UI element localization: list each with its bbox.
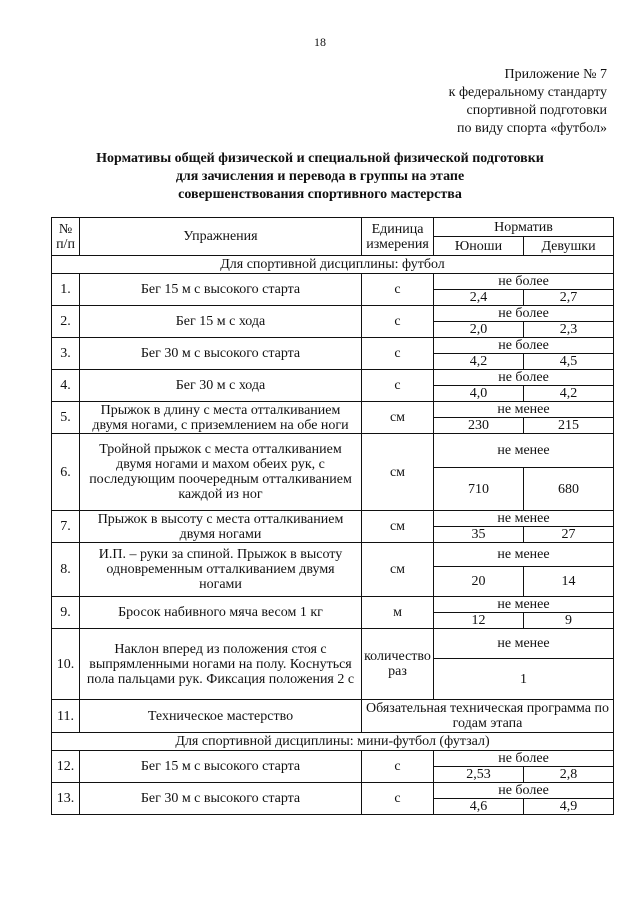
row-boys-value: 4,0 — [434, 386, 524, 402]
appendix-line: спортивной подготовки — [466, 103, 607, 118]
row-condition: не менее — [434, 597, 614, 613]
norms-table — [51, 217, 614, 815]
table-row — [52, 434, 614, 468]
table-row — [52, 783, 614, 799]
row-num: 9. — [52, 597, 80, 629]
row-exercise: Прыжок в длину с места отталкиванием двумя ногами, с приземлением на обе ноги — [80, 402, 362, 434]
row-num: 10. — [52, 629, 80, 700]
row-exercise: Бросок набивного мяча весом 1 кг — [80, 597, 362, 629]
row-num: 4. — [52, 370, 80, 402]
row-boys-value: 2,53 — [434, 767, 524, 783]
discipline-futsal: Для спортивной дисциплины: мини-футбол (футзал) — [52, 733, 614, 751]
row-condition: не менее — [434, 402, 614, 418]
row-num: 6. — [52, 434, 80, 511]
row-girls-value: 4,5 — [524, 354, 614, 370]
row-unit: с — [362, 306, 434, 338]
row-exercise: Бег 15 м с высокого старта — [80, 274, 362, 306]
row-unit: с — [362, 751, 434, 783]
table-row — [52, 274, 614, 290]
row-exercise: Бег 15 м с хода — [80, 306, 362, 338]
title-line: Нормативы общей физической и специальной физической подготовки — [96, 151, 544, 166]
appendix-line: к федеральному стандарту — [448, 85, 607, 100]
row-exercise: И.П. – руки за спиной. Прыжок в высоту одновременным отталкиванием двумя ногами — [80, 543, 362, 597]
row-exercise: Прыжок в высоту с места отталкиванием двумя ногами — [80, 511, 362, 543]
appendix-block — [449, 66, 607, 138]
row-unit: с — [362, 370, 434, 402]
row-condition: не менее — [434, 434, 614, 468]
row-num: 11. — [52, 700, 80, 733]
row-unit: м — [362, 597, 434, 629]
row-boys-value: 2,0 — [434, 322, 524, 338]
row-boys-value: 35 — [434, 527, 524, 543]
row-exercise: Бег 30 м с хода — [80, 370, 362, 402]
row-boys-value: 4,6 — [434, 799, 524, 815]
row-condition: не более — [434, 338, 614, 354]
table-row — [52, 543, 614, 567]
row-girls-value: 215 — [524, 418, 614, 434]
appendix-line: Приложение № 7 — [504, 67, 607, 82]
header-unit: Единица измерения — [362, 218, 434, 256]
row-condition: не более — [434, 274, 614, 290]
row-exercise: Бег 30 м с высокого старта — [80, 783, 362, 815]
row-boys-value: 4,2 — [434, 354, 524, 370]
row-boys-value: 2,4 — [434, 290, 524, 306]
table-row — [52, 338, 614, 354]
row-condition: не более — [434, 306, 614, 322]
header-num: № п/п — [52, 218, 80, 256]
row-num: 5. — [52, 402, 80, 434]
row-exercise: Тройной прыжок с места отталкиванием двумя ногами и махом обеих рук, с последующим поочередным отталкиванием каждой из ног — [80, 434, 362, 511]
row-exercise: Техническое мастерство — [80, 700, 362, 733]
row-num: 7. — [52, 511, 80, 543]
header-girls: Девушки — [524, 237, 614, 256]
appendix-line: по виду спорта «футбол» — [456, 121, 607, 136]
row-girls-value: 2,8 — [524, 767, 614, 783]
row-condition: не менее — [434, 511, 614, 527]
row-unit: с — [362, 783, 434, 815]
row-girls-value: 14 — [524, 567, 614, 597]
row-condition: не менее — [434, 629, 614, 659]
row-unit: с — [362, 338, 434, 370]
table-row — [52, 751, 614, 767]
title-line: совершенствования спортивного мастерства — [178, 187, 462, 202]
table-row — [52, 629, 614, 659]
row-num: 3. — [52, 338, 80, 370]
row-girls-value: 9 — [524, 613, 614, 629]
table-row — [52, 700, 614, 733]
page-number: 18 — [314, 35, 326, 49]
row-girls-value: 4,9 — [524, 799, 614, 815]
row-condition: не более — [434, 751, 614, 767]
document-title — [40, 150, 600, 204]
row-exercise: Наклон вперед из положения стоя с выпрямленными ногами на полу. Коснуться пола пальцами рук. Фиксация положения 2 с — [80, 629, 362, 700]
row-num: 2. — [52, 306, 80, 338]
row-condition: не менее — [434, 543, 614, 567]
row-unit: см — [362, 543, 434, 597]
row-boys-value: 12 — [434, 613, 524, 629]
row-girls-value: 4,2 — [524, 386, 614, 402]
row-unit: см — [362, 434, 434, 511]
row-num: 8. — [52, 543, 80, 597]
row-program: Обязательная техническая программа по годам этапа — [362, 700, 614, 733]
discipline-football: Для спортивной дисциплины: футбол — [52, 256, 614, 274]
row-exercise: Бег 30 м с высокого старта — [80, 338, 362, 370]
row-num: 12. — [52, 751, 80, 783]
header-exercise: Упражнения — [80, 218, 362, 256]
title-line: для зачисления и перевода в группы на этапе — [175, 169, 465, 184]
row-num: 1. — [52, 274, 80, 306]
row-unit: с — [362, 274, 434, 306]
row-boys-value: 20 — [434, 567, 524, 597]
row-condition: не более — [434, 783, 614, 799]
row-girls-value: 2,3 — [524, 322, 614, 338]
table-row — [52, 370, 614, 386]
row-boys-value: 230 — [434, 418, 524, 434]
header-norm: Норматив — [434, 218, 614, 237]
row-girls-value: 680 — [524, 468, 614, 511]
header-boys: Юноши — [434, 237, 524, 256]
row-condition: не более — [434, 370, 614, 386]
row-num: 13. — [52, 783, 80, 815]
table-row — [52, 402, 614, 418]
row-unit: количество раз — [362, 629, 434, 700]
row-girls-value: 2,7 — [524, 290, 614, 306]
row-unit: см — [362, 511, 434, 543]
row-girls-value: 27 — [524, 527, 614, 543]
row-both-value: 1 — [434, 659, 614, 700]
table-row — [52, 511, 614, 527]
row-boys-value: 710 — [434, 468, 524, 511]
table-row — [52, 597, 614, 613]
row-exercise: Бег 15 м с высокого старта — [80, 751, 362, 783]
row-unit: см — [362, 402, 434, 434]
table-row — [52, 306, 614, 322]
